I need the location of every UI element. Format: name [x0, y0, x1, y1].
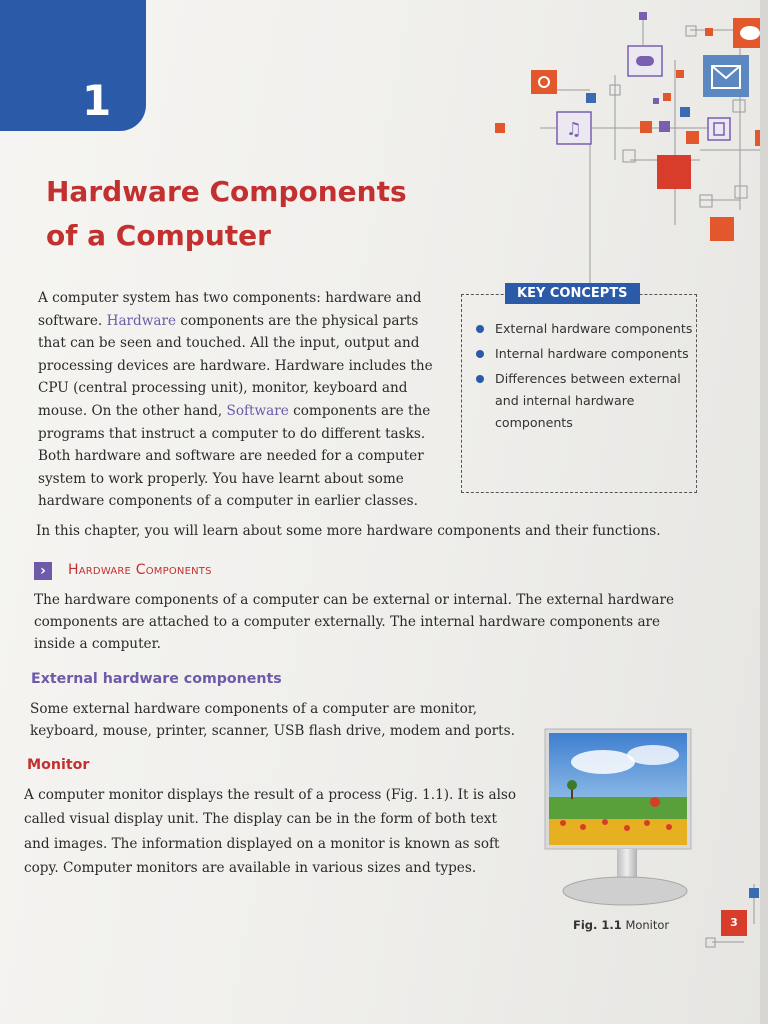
bullet-icon [476, 325, 484, 333]
monitor-paragraph: A computer monitor displays the result of a process (Fig. 1.1). It is also called visual display unit. The display can be in the form of both text and images. The information displayed on a monitor is known as soft copy. Computer monitors are available in various sizes and types. [24, 787, 517, 877]
page-edge [760, 0, 768, 1024]
figure-label: Fig. 1.1 [573, 918, 622, 932]
section-paragraph: The hardware components of a computer can be external or internal. The external hardware components are attached to a computer externally. The internal hardware components are inside a computer. [34, 592, 675, 652]
software-term: Software [226, 402, 289, 419]
chapter-title-line-2: of a Computer [46, 219, 271, 252]
svg-text:♫: ♫ [565, 119, 583, 140]
figure-caption-text: Monitor [625, 918, 670, 932]
figure-caption [573, 918, 669, 932]
monitor-image [543, 727, 693, 909]
arrow-right-icon: › [34, 562, 52, 580]
intro-paragraph [38, 287, 433, 513]
key-concept-item [476, 343, 694, 365]
intro-closing-sentence: In this chapter, you will learn about some more hardware components and their functions. [36, 523, 661, 539]
key-concepts-label: KEY CONCEPTS [505, 283, 640, 304]
external-hardware-paragraph: Some external hardware components of a computer are monitor, keyboard, mouse, printer, scanner, USB flash drive, modem and ports. [30, 701, 515, 739]
game-controller-icon [628, 46, 662, 76]
intro-text-1: A computer system has two components: hardware and software. [38, 290, 422, 329]
chapter-number: 1 [82, 76, 112, 125]
circuit-decoration [480, 0, 768, 290]
chapter-title [46, 170, 466, 258]
chapter-tab [0, 0, 146, 131]
bullet-icon [476, 350, 484, 358]
bullet-icon [476, 375, 484, 383]
external-hardware-heading: External hardware components [31, 671, 282, 687]
settings-icon [531, 70, 557, 94]
key-concept-text: Differences between external and internal hardware components [495, 371, 681, 430]
mail-icon [703, 55, 749, 97]
chat-bubble-icon [740, 26, 760, 40]
trash-icon [708, 118, 730, 140]
section-title: Hardware Components [68, 562, 212, 578]
chapter-title-line-1: Hardware Components [46, 175, 407, 208]
intro-text-2: components are the physical parts that can be seen and touched. All the input, output and processing devices are hardware. Hardware includes the CPU (central processing unit), monitor, keyboard and mouse. On the other hand, [38, 312, 433, 419]
music-note-icon [557, 112, 591, 144]
monitor-heading: Monitor [27, 757, 90, 773]
key-concept-item [476, 368, 694, 434]
intro-text-3: components are the programs that instruct a computer to do different tasks. Both hardware and software are needed for a computer system to work properly. You have learnt about some hardware components of a computer in earlier classes. [38, 402, 431, 510]
key-concept-text: External hardware components [495, 321, 693, 336]
page-number: 3 [721, 910, 747, 936]
key-concepts-list [476, 318, 694, 437]
key-concept-item [476, 318, 694, 340]
key-concept-text: Internal hardware components [495, 346, 689, 361]
hardware-term: Hardware [106, 312, 177, 329]
